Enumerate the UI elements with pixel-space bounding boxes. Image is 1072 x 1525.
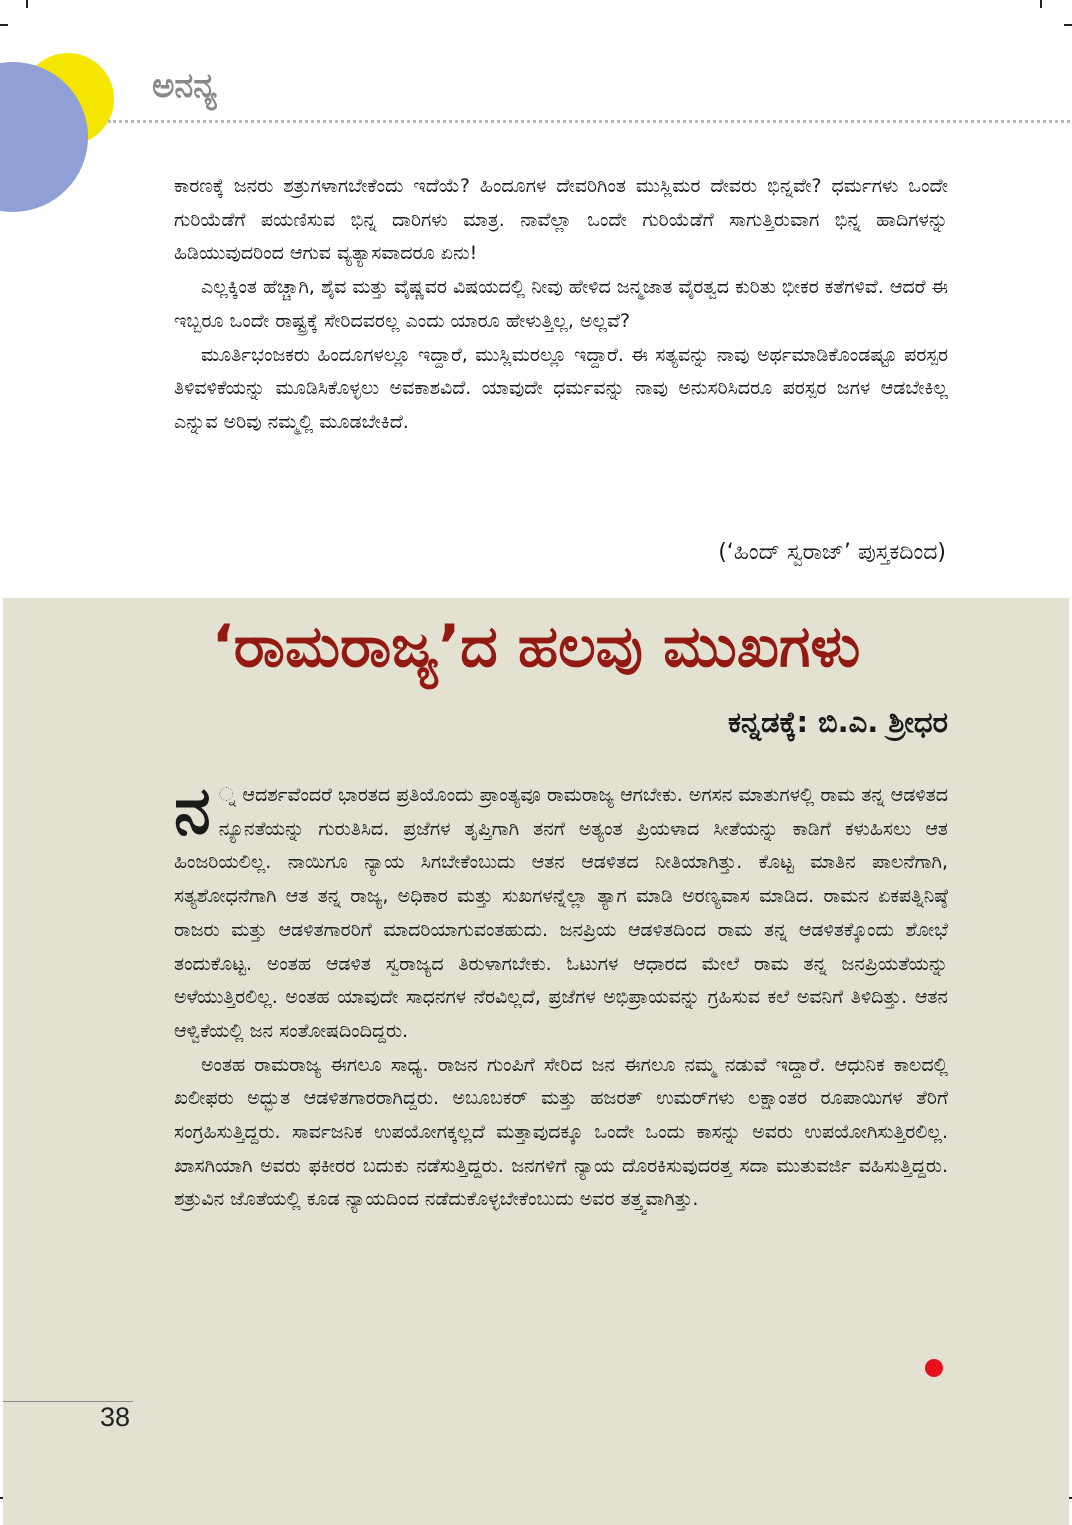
article-title: ‘ರಾಮರಾಜ್ಯ’ದ ಹಲವು ಮುಖಗಳು (211, 612, 861, 680)
article-body (174, 772, 948, 1217)
end-of-article-dot (925, 1359, 943, 1377)
page-number: 38 (100, 1402, 131, 1432)
crop-mark (0, 24, 8, 26)
crop-mark (26, 0, 28, 8)
section-title: ಅನನ್ಯ (152, 66, 217, 106)
article-byline: ಕನ್ನಡಕ್ಕೆ: ಬಿ.ಎ. ಶ್ರೀಧರ (727, 705, 948, 739)
excerpt-source: (‘ಹಿಂದ್ ಸ್ವರಾಜ್’ ಪುಸ್ತಕದಿಂದ) (718, 540, 946, 565)
header-dotted-rule (108, 120, 1070, 123)
intro-paragraph-3: ಮೂರ್ತಿಭಂಜಕರು ಹಿಂದೂಗಳಲ್ಲೂ ಇದ್ದಾರೆ, ಮುಸ್ಲಿಮರಲ್ಲೂ ಇದ್ದಾರೆ. ಈ ಸತ್ಯವನ್ನು ನಾವು ಅರ್ಥಮಾಡಿಕೊಂಡಷ್ಟೂ ಪರಸ್ಪರ ತಿಳಿವಳಿಕೆಯನ್ನು ಮೂಡಿಸಿಕೊಳ್ಳಲು ಅವಕಾಶವಿದೆ. ಯಾವುದೇ ಧರ್ಮವನ್ನು ನಾವು ಅನುಸರಿಸಿದರೂ ಪರಸ್ಪರ ಜಗಳ ಆಡಬೇಕಿಲ್ಲ ಎನ್ನುವ ಅರಿವು ನಮ್ಮಲ್ಲಿ ಮೂಡಬೇಕಿದೆ. (174, 343, 948, 433)
article-paragraph-1-text: ್ನ ಆದರ್ಶವೆಂದರೆ ಭಾರತದ ಪ್ರತಿಯೊಂದು ಪ್ರಾಂತ್ಯವೂ ರಾಮರಾಜ್ಯ ಆಗಬೇಕು. ಅಗಸನ ಮಾತುಗಳಲ್ಲಿ ರಾಮ ತನ್ನ ಆಡಳಿತದ ನ್ಯೂನತೆಯನ್ನು ಗುರುತಿಸಿದ. ಪ್ರಜೆಗಳ ತೃಪ್ತಿಗಾಗಿ ತನಗೆ ಅತ್ಯಂತ ಪ್ರಿಯಳಾದ ಸೀತೆಯನ್ನು ಕಾಡಿಗೆ ಕಳುಹಿಸಲು ಆತ ಹಿಂಜರಿಯಲಿಲ್ಲ. ನಾಯಿಗೂ ನ್ಯಾಯ ಸಿಗಬೇಕೆಂಬುದು ಆತನ ಆಡಳಿತದ ನೀತಿಯಾಗಿತ್ತು. ಕೊಟ್ಟ ಮಾತಿನ ಪಾಲನೆಗಾಗಿ, ಸತ್ಯಶೋಧನೆಗಾಗಿ ಆತ ತನ್ನ ರಾಜ್ಯ, ಅಧಿಕಾರ ಮತ್ತು ಸುಖಗಳನ್ನೆಲ್ಲಾ ತ್ಯಾಗ ಮಾಡಿ ಅರಣ್ಯವಾಸ ಮಾಡಿದ. ರಾಮನ ಏಕಪತ್ನಿನಿಷ್ಠೆ ರಾಜರು ಮತ್ತು ಆಡಳಿತಗಾರರಿಗೆ ಮಾದರಿಯಾಗುವಂತಹುದು. ಜನಪ್ರಿಯ ಆಡಳಿತದಿಂದ ರಾಮ ತನ್ನ ಆಡಳಿತಕ್ಕೊಂದು ಶೋಭೆ ತಂದುಕೊಟ್ಟ. ಅಂತಹ ಆಡಳಿತ ಸ್ವರಾಜ್ಯದ ತಿರುಳಾಗಬೇಕು. ಓಟುಗಳ ಆಧಾರದ ಮೇಲೆ ರಾಮ ತನ್ನ ಜನಪ್ರಿಯತೆಯನ್ನು ಅಳೆಯುತ್ತಿರಲಿಲ್ಲ. ಅಂತಹ ಯಾವುದೇ ಸಾಧನಗಳ ನೆರವಿಲ್ಲದೆ, ಪ್ರಜೆಗಳ ಅಭಿಪ್ರಾಯವನ್ನು ಗ್ರಹಿಸುವ ಕಲೆ ಅವನಿಗೆ ತಿಳಿದಿತ್ತು. ಆತನ ಆಳ್ವಿಕೆಯಲ್ಲಿ ಜನ ಸಂತೋಷದಿಂದಿದ್ದರು. (174, 784, 948, 1042)
intro-paragraph-2: ಎಲ್ಲಕ್ಕಿಂತ ಹೆಚ್ಚಾಗಿ, ಶೈವ ಮತ್ತು ವೈಷ್ಣವರ ವಿಷಯದಲ್ಲಿ ನೀವು ಹೇಳಿದ ಜನ್ಮಜಾತ ವೈರತ್ವದ ಕುರಿತು ಭೀಕರ ಕತೆಗಳಿವೆ. ಆದರೆ ಈ ಇಬ್ಬರೂ ಒಂದೇ ರಾಷ್ಟ್ರಕ್ಕೆ ಸೇರಿದವರಲ್ಲ ಎಂದು ಯಾರೂ ಹೇಳುತ್ತಿಲ್ಲ, ಅಲ್ಲವೆ? (174, 276, 948, 332)
crop-mark (1040, 0, 1042, 8)
article-paragraph-2: ಅಂತಹ ರಾಮರಾಜ್ಯ ಈಗಲೂ ಸಾಧ್ಯ. ರಾಜನ ಗುಂಪಿಗೆ ಸೇರಿದ ಜನ ಈಗಲೂ ನಮ್ಮ ನಡುವೆ ಇದ್ದಾರೆ. ಆಧುನಿಕ ಕಾಲದಲ್ಲಿ ಖಲೀಫರು ಅದ್ಭುತ ಆಡಳಿತಗಾರರಾಗಿದ್ದರು. ಅಬೂಬಕರ್ ಮತ್ತು ಹಜರತ್ ಉಮರ್‌ಗಳು ಲಕ್ಷಾಂತರ ರೂಪಾಯಿಗಳ ತೆರಿಗೆ ಸಂಗ್ರಹಿಸುತ್ತಿದ್ದರು. ಸಾರ್ವಜನಿಕ ಉಪಯೋಗಕ್ಕಲ್ಲದೆ ಮತ್ತಾವುದಕ್ಕೂ ಒಂದೇ ಒಂದು ಕಾಸನ್ನು ಅವರು ಉಪಯೋಗಿಸುತ್ತಿರಲಿಲ್ಲ. ಖಾಸಗಿಯಾಗಿ ಅವರು ಫಕೀರರ ಬದುಕು ನಡೆಸುತ್ತಿದ್ದರು. ಜನಗಳಿಗೆ ನ್ಯಾಯ ದೊರಕಿಸುವುದರತ್ತ ಸದಾ ಮುತುವರ್ಜಿ ವಹಿಸುತ್ತಿದ್ದರು. ಶತ್ರುವಿನ ಜೊತೆಯಲ್ಲಿ ಕೂಡ ನ್ಯಾಯದಿಂದ ನಡೆದುಕೊಳ್ಳಬೇಕೆಂಬುದು ಅವರ ತತ್ತ್ವವಾಗಿತ್ತು. (174, 1053, 948, 1211)
drop-cap: ನ (174, 772, 211, 849)
crop-mark (1064, 24, 1072, 26)
intro-paragraph-1: ಕಾರಣಕ್ಕೆ ಜನರು ಶತ್ರುಗಳಾಗಬೇಕೆಂದು ಇದೆಯೆ? ಹಿಂದೂಗಳ ದೇವರಿಗಿಂತ ಮುಸ್ಲಿಮರ ದೇವರು ಭಿನ್ನವೇ? ಧರ್ಮಗಳು ಒಂದೇ ಗುರಿಯೆಡೆಗೆ ಪಯಣಿಸುವ ಭಿನ್ನ ದಾರಿಗಳು ಮಾತ್ರ. ನಾವೆಲ್ಲಾ ಒಂದೇ ಗುರಿಯೆಡೆಗೆ ಸಾಗುತ್ತಿರುವಾಗ ಭಿನ್ನ ಹಾದಿಗಳನ್ನು ಹಿಡಿಯುವುದರಿಂದ ಆಗುವ ವ್ಯತ್ಯಾಸವಾದರೂ ಏನು! (174, 175, 948, 265)
article-paragraph-1 (174, 772, 948, 1049)
intro-excerpt (174, 170, 948, 440)
